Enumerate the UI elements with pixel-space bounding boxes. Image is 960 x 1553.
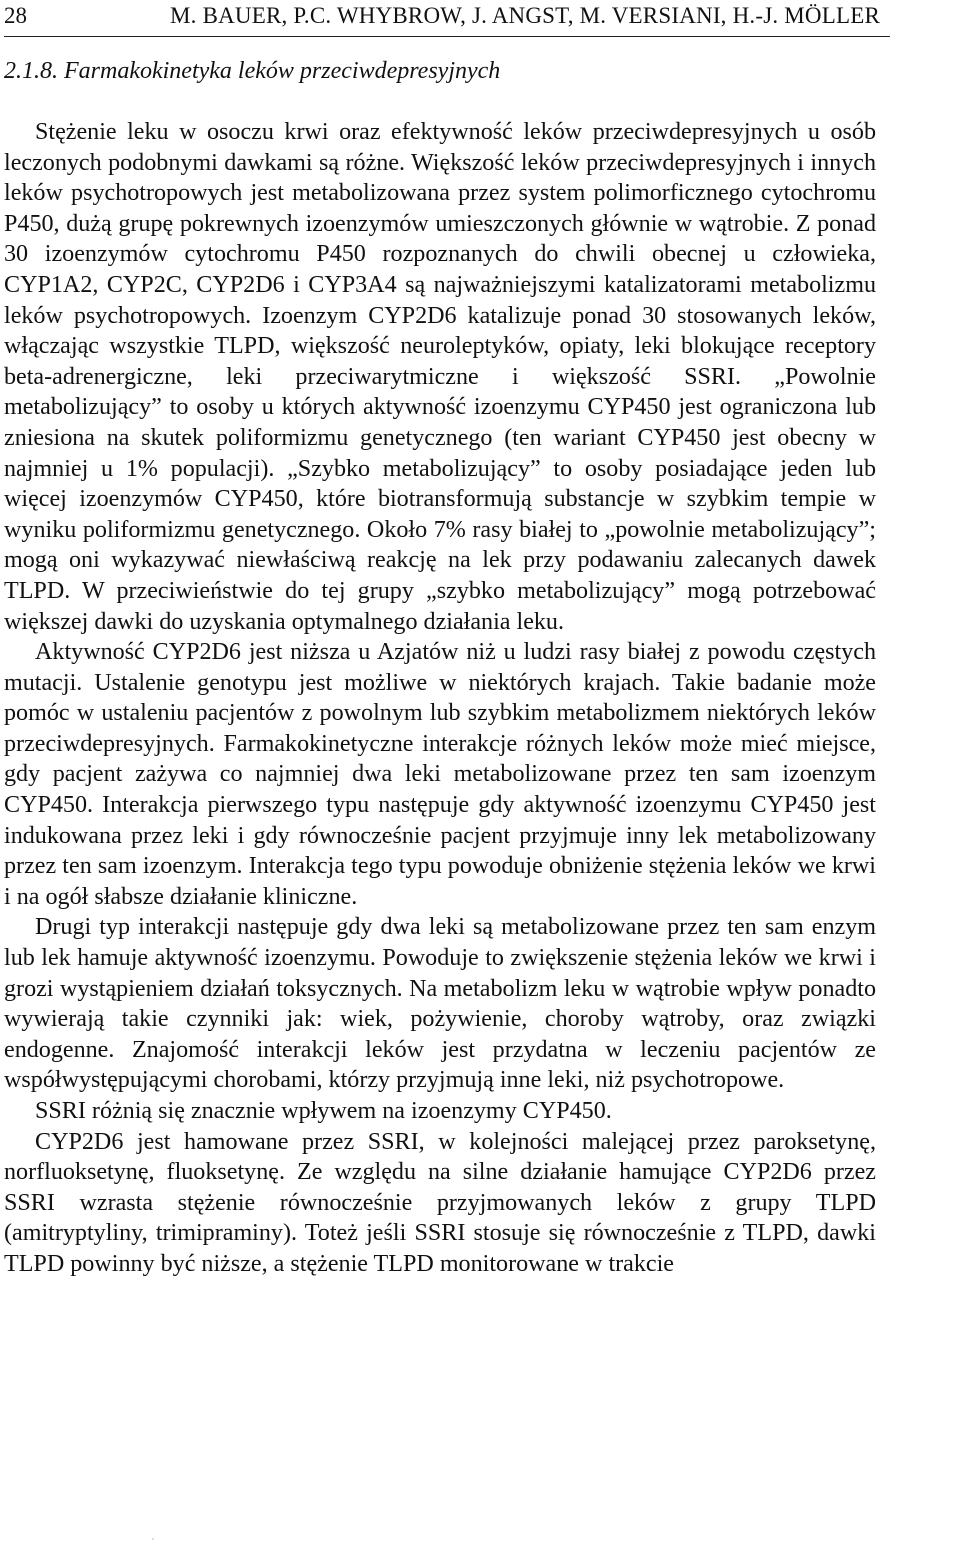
paragraph-cyp2d6-genotype: Aktywność CYP2D6 jest niższa u Azjatów niż u ludzi rasy białej z powodu częstych mutacji. Ustalenie genotypu jest możliwe w niektórych krajach. Takie badanie może pomóc w ustaleniu pacjentów z powolnym lub szybkim metabolizmem niektórych leków przeciwdepresyjnych. Farmakokinetyczne interakcje różnych leków może mieć miejsce, gdy pacjent zażywa co najmniej dwa leki metabolizowane przez ten sam izoenzym CYP450. Interakcja pierwszego typu następuje gdy aktywność izoenzymu CYP450 jest indukowana przez leki i gdy równocześnie pacjent przyjmuje inny lek metabolizowany przez ten sam izoenzym. Interakcja tego typu powoduje obniżenie stężenia leków we krwi i na ogół słabsze działanie kliniczne.: [4, 639, 876, 910]
paragraph-pharmacokinetics-intro: Stężenie leku w osoczu krwi oraz efektywność leków przeciwdepresyjnych u osób leczonych podobnymi dawkami są różne. Większość leków przeciwdepresyjnych i innych leków psychotropowych jest metabolizowana przez system polimorficznego cytochromu P450, dużą grupę pokrewnych izoenzymów umieszczonych głównie w wątrobie. Z ponad 30 izoenzymów cytochromu P450 rozpoznanych do chwili obecnej u człowieka, CYP1A2, CYP2C, CYP2D6 i CYP3A4 są najważniejszymi katalizatorami metabolizmu leków psychotropowych. Izoenzym CYP2D6 katalizuje ponad 30 stosowanych leków, włączając wszystkie TLPD, większość neuroleptyków, opiaty, leki blokujące receptory beta-adrenergiczne, leki przeciwarytmiczne i większość SSRI. „Powolnie metabolizujący” to osoby u których aktywność izoenzymu CYP450 jest ograniczona lub zniesiona na skutek poliformizmu genetycznego (ten wariant CYP450 jest obecny w najmniej u 1% populacji). „Szybko metabolizujący” to osoby posiadające jeden lub więcej izoenzymów CYP450, które biotransformują substancje w szybkim tempie w wyniku poliformizmu genetycznego. Około 7% rasy białej to „powolnie metabolizujący”; mogą oni wykazywać niewłaściwą reakcję na lek przy podawaniu zalecanych dawek TLPD. W przeciwieństwie do tej grupy „szybko metabolizujący” mogą potrzebować większej dawki do uzyskania optymalnego działania leku.: [4, 119, 876, 635]
paragraph-cyp2d6-inhibition: CYP2D6 jest hamowane przez SSRI, w kolejności malejącej przez paroksetynę, norfluoksetynę, fluoksetynę. Ze względu na silne działanie hamujące CYP2D6 przez SSRI wzrasta stężenie równocześnie przyjmowanych leków z grupy TLPD (amitryptyliny, trimipraminy). Toteż jeśli SSRI stosuje się równocześnie z TLPD, dawki TLPD powinny być niższe, a stężenie TLPD monitorowane w trakcie: [4, 1128, 876, 1277]
header-authors: M. BAUER, P.C. WHYBROW, J. ANGST, M. VERSIANI, H.-J. MÖLLER: [170, 3, 880, 28]
section-title: 2.1.8. Farmakokinetyka leków przeciwdepresyjnych: [4, 58, 501, 84]
page-number: 28: [4, 3, 27, 28]
header-divider: [4, 36, 890, 37]
paragraph-ssri-isoenzymes: SSRI różnią się znacznie wpływem na izoenzymy CYP450.: [35, 1098, 612, 1124]
body-text: [4, 117, 876, 1280]
running-header: [4, 2, 880, 38]
paragraph-interaction-second-type: Drugi typ interakcji następuje gdy dwa leki są metabolizowane przez ten sam enzym lub lek hamuje aktywność izoenzymu. Powoduje to zwiększenie stężenia leków we krwi i grozi wystąpieniem działań toksycznych. Na metabolizm leku w wątrobie wpływ ponadto wywierają takie czynniki jak: wiek, pożywienie, choroby wątroby, oraz związki endogenne. Znajomość interakcji leków jest przydatna w leczeniu pacjentów ze współwystępującymi chorobami, którzy przyjmują inne leki, niż psychotropowe.: [4, 914, 876, 1094]
scan-speck: [152, 1538, 154, 1540]
